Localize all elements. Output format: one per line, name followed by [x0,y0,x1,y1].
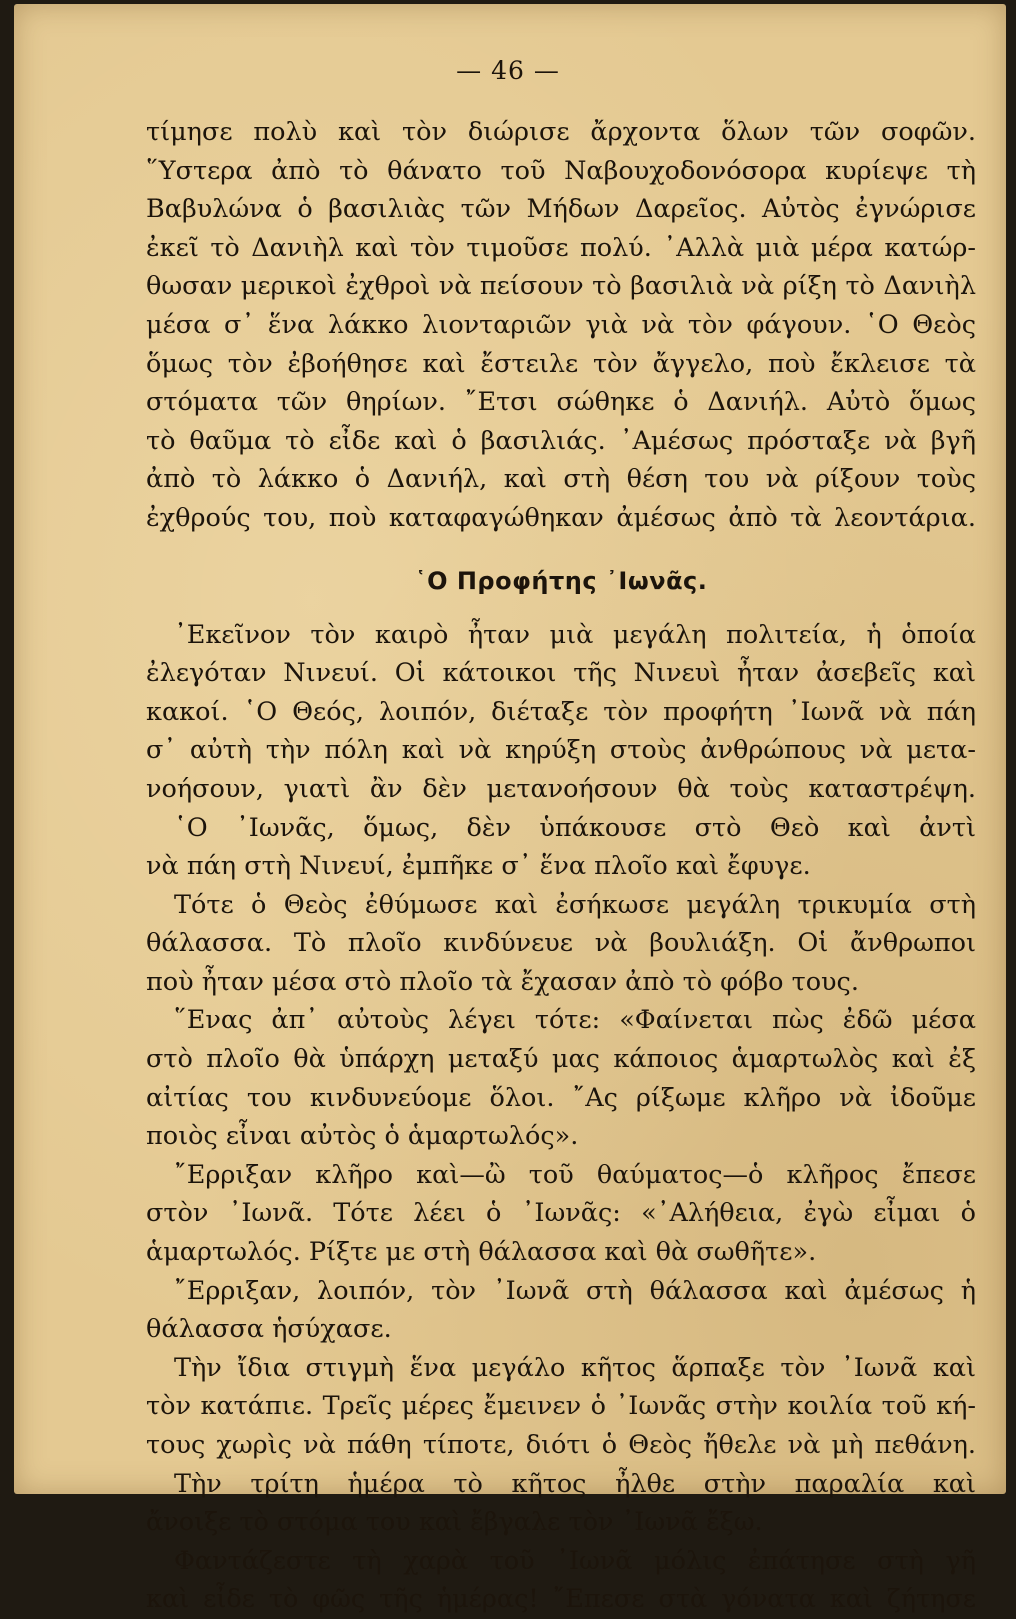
paragraph-whale [146,1349,976,1465]
text-line: μέσα σ᾿ ἕνα λάκκο λιονταριῶν γιὰ νὰ τὸν φάγουν. ῾Ο Θεὸς [146,309,976,340]
text-line: θωσαν μερικοὶ ἐχθροὶ νὰ πείσουν τὸ βασιλιὰ νὰ ρίξη τὸ Δανιὴλ [146,271,976,302]
text-line: Φαντάζεστε τὴ χαρὰ τοῦ ᾿Ιωνᾶ μόλις ἐπάτησε στὴ γῆ [174,1545,976,1576]
text-line: τὸν κατάπιε. Τρεῖς μέρες ἔμεινεν ὁ ᾿Ιωνᾶς στὴν κοιλία τοῦ κή- [146,1391,976,1422]
text-line: θάλασσα. Τὸ πλοῖο κινδύνευε νὰ βουλιάξη. Οἱ ἄνθρωποι [146,928,976,959]
text-line: θάλασσα ἡσύχασε. [146,1314,392,1345]
text-line: αἰτίας του κινδυνεύομε ὅλοι. ῎Ας ρίξωμε κλῆρο νὰ ἰδοῦμε [146,1082,976,1113]
text-line: κακοί. ῾Ο Θεός, λοιπόν, διέταξε τὸν προφήτη ᾿Ιωνᾶ νὰ πάη [146,696,976,727]
text-line: στὸν ᾿Ιωνᾶ. Τότε λέει ὁ ᾿Ιωνᾶς: «᾿Αλήθεια, ἐγὼ εἶμαι ὁ [146,1198,976,1229]
page-body [146,113,976,1619]
text-line: ῾Ο ᾿Ιωνᾶς, ὅμως, δὲν ὑπάκουσε στὸ Θεὸ καὶ ἀντὶ [174,812,976,843]
text-line: ἀπὸ τὸ λάκκο ὁ Δανιήλ, καὶ στὴ θέση του νὰ ρίξουν τοὺς [146,464,976,495]
text-line: ᾿Εκεῖνον τὸν καιρὸ ἦταν μιὰ μεγάλη πολιτεία, ἡ ὁποία [174,619,976,650]
text-line: στόματα τῶν θηρίων. ῎Ετσι σώθηκε ὁ Δανιήλ. Αὐτὸ ὅμως [146,387,976,418]
text-line: τίμησε πολὺ καὶ τὸν διώρισε ἄρχοντα ὅλων τῶν σοφῶν. [146,117,976,147]
paragraph-lots [146,1156,976,1272]
paragraph-third-day [146,1465,976,1542]
paragraph-storm [146,886,976,1002]
text-line: ἐλεγόταν Νινευί. Οἱ κάτοικοι τῆς Νινευὶ ἦταν ἀσεβεῖς καὶ [146,658,976,689]
text-line: τὸ θαῦμα τὸ εἶδε καὶ ὁ βασιλιάς. ᾿Αμέσως πρόσταξε νὰ βγῆ [146,425,976,456]
paragraph-daniel [146,113,976,538]
section-heading: ῾Ο Προφήτης ᾿Ιωνᾶς. [414,566,708,595]
text-line: ῞Ενας ἀπ᾿ αὐτοὺς λέγει τότε: «Φαίνεται πὼς ἐδῶ μέσα [174,1005,976,1036]
text-line: ῞Υστερα ἀπὸ τὸ θάνατο τοῦ Ναβουχοδονόσορα κυρίεψε τὴ [146,155,976,186]
page-number: — 46 — [456,56,560,85]
text-line: ἐκεῖ τὸ Δανιὴλ καὶ τὸν τιμοῦσε πολύ. ᾿Αλλὰ μιὰ μέρα κατώρ- [146,232,976,263]
text-line: καὶ εἶδε τὸ φῶς τῆς ἡμέρας! ῎Επεσε στὰ γόνατα καὶ ζήτησε [146,1584,976,1615]
text-line: ῎Ερριξαν, λοιπόν, τὸν ᾿Ιωνᾶ στὴ θάλασσα καὶ ἀμέσως ἡ [174,1275,976,1306]
paragraph-joy [146,1542,976,1619]
paragraph-thrown [146,1272,976,1349]
text-line: στὸ πλοῖο θὰ ὑπάρχη μεταξύ μας κάποιος ἁμαρτωλὸς καὶ ἐξ [146,1044,976,1075]
text-line: σ᾿ αὐτὴ τὴν πόλη καὶ νὰ κηρύξη στοὺς ἀνθρώπους νὰ μετα- [146,735,976,766]
text-line: Τὴν ἴδια στιγμὴ ἕνα μεγάλο κῆτος ἅρπαξε τὸν ᾿Ιωνᾶ καὶ [174,1352,976,1383]
paragraph-disobey [146,809,976,886]
text-line: ὅμως τὸν ἐβοήθησε καὶ ἔστειλε τὸν ἄγγελο, ποὺ ἔκλεισε τὰ [146,348,976,379]
text-line: τους χωρὶς νὰ πάθη τίποτε, διότι ὁ Θεὸς ἤθελε νὰ μὴ πεθάνη. [146,1430,976,1460]
text-line: ἄνοιξε τὸ στόμα του καὶ ἔβγαλε τὸν ᾿Ιωνᾶ ἔξω. [146,1507,763,1538]
text-line: νοήσουν, γιατὶ ἂν δὲν μετανοήσουν θὰ τοὺς καταστρέψη. [146,773,976,804]
text-line: ποιὸς εἶναι αὐτὸς ὁ ἁμαρτωλός». [146,1121,579,1152]
text-line: Βαβυλώνα ὁ βασιλιὰς τῶν Μήδων Δαρεῖος. Αὐτὸς ἐγνώρισε [146,194,976,225]
text-line: Τότε ὁ Θεὸς ἐθύμωσε καὶ ἐσήκωσε μεγάλη τρικυμία στὴ [174,889,976,920]
text-line: ποὺ ἦταν μέσα στὸ πλοῖο τὰ ἔχασαν ἀπὸ τὸ φόβο τους. [146,966,859,997]
paragraph-sinner [146,1001,976,1155]
text-line: Τὴν τρίτη ἡμέρα τὸ κῆτος ἦλθε στὴν παραλία καὶ [174,1468,976,1499]
text-line: νὰ πάη στὴ Νινευί, ἐμπῆκε σ᾿ ἕνα πλοῖο καὶ ἔφυγε. [146,851,811,882]
text-line: ῎Ερριξαν κλῆρο καὶ—ὢ τοῦ θαύματος—ὁ κλῆρος ἔπεσε [174,1159,976,1190]
text-line: ἁμαρτωλός. Ρίξτε με στὴ θάλασσα καὶ θὰ σωθῆτε». [146,1237,817,1268]
text-line: ἐχθρούς του, ποὺ καταφαγώθηκαν ἀμέσως ἀπὸ τὰ λεοντάρια. [146,502,976,533]
paragraph-nineveh [146,616,976,809]
